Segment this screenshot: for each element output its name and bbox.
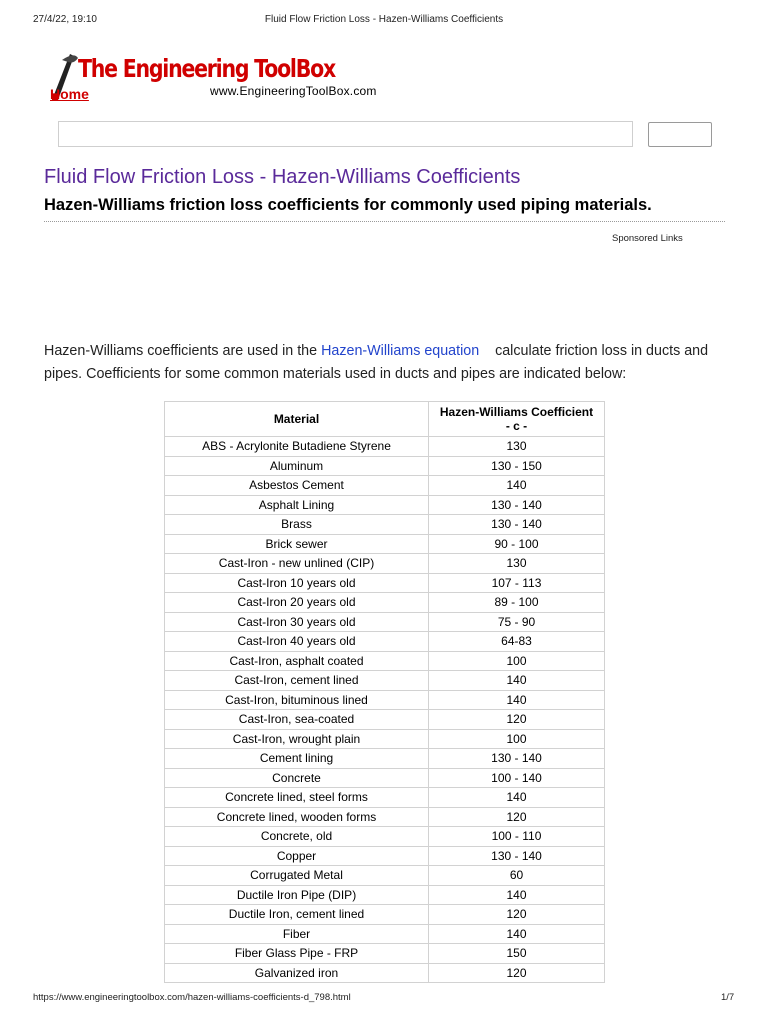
table-row — [165, 905, 605, 925]
table-row — [165, 690, 605, 710]
table-row — [165, 476, 605, 496]
material-cell: Copper — [165, 846, 429, 866]
table-body — [165, 437, 605, 983]
print-header — [0, 14, 768, 28]
home-link[interactable]: Home — [50, 86, 89, 102]
table-row — [165, 515, 605, 535]
table-row — [165, 554, 605, 574]
page-title: Fluid Flow Friction Loss - Hazen-Williams Coefficients — [44, 166, 521, 188]
coefficient-cell: 130 - 140 — [429, 846, 605, 866]
material-cell: Cast-Iron, bituminous lined — [165, 690, 429, 710]
coefficient-cell: 150 — [429, 944, 605, 964]
table-row — [165, 827, 605, 847]
search-button[interactable] — [648, 122, 712, 147]
coefficient-cell: 120 — [429, 710, 605, 730]
material-cell: ABS - Acrylonite Butadiene Styrene — [165, 437, 429, 457]
coefficient-cell: 130 - 150 — [429, 456, 605, 476]
sponsored-links-label: Sponsored Links — [612, 233, 683, 244]
material-cell: Fiber — [165, 924, 429, 944]
coefficient-cell: 100 — [429, 729, 605, 749]
logo-url: www.EngineeringToolBox.com — [210, 84, 377, 98]
table-row — [165, 710, 605, 730]
table-row — [165, 495, 605, 515]
search-input[interactable] — [58, 121, 633, 147]
material-cell: Cast-Iron 30 years old — [165, 612, 429, 632]
material-cell: Ductile Iron, cement lined — [165, 905, 429, 925]
table-row — [165, 924, 605, 944]
table-header-row — [165, 402, 605, 437]
coefficient-cell: 100 - 110 — [429, 827, 605, 847]
material-cell: Cast-Iron, cement lined — [165, 671, 429, 691]
material-cell: Asbestos Cement — [165, 476, 429, 496]
material-cell: Cast-Iron, wrought plain — [165, 729, 429, 749]
coefficient-cell: 120 — [429, 807, 605, 827]
table-row — [165, 456, 605, 476]
coefficient-cell: 130 - 140 — [429, 749, 605, 769]
material-cell: Cast-Iron, asphalt coated — [165, 651, 429, 671]
table-row — [165, 729, 605, 749]
coefficient-cell: 120 — [429, 905, 605, 925]
coefficient-cell: 60 — [429, 866, 605, 886]
page-number: 1/7 — [721, 992, 735, 1003]
table-row — [165, 807, 605, 827]
coefficient-cell: 140 — [429, 671, 605, 691]
material-cell: Cast-Iron 20 years old — [165, 593, 429, 613]
material-cell: Cast-Iron 10 years old — [165, 573, 429, 593]
header-material: Material — [165, 402, 429, 437]
material-cell: Brass — [165, 515, 429, 535]
material-cell: Galvanized iron — [165, 963, 429, 983]
hazen-williams-equation-link[interactable]: Hazen-Williams equation — [321, 343, 480, 359]
material-cell: Concrete — [165, 768, 429, 788]
table-row — [165, 593, 605, 613]
coefficient-cell: 75 - 90 — [429, 612, 605, 632]
print-page-title: Fluid Flow Friction Loss - Hazen-Williams Coefficients — [264, 14, 504, 25]
table-row — [165, 885, 605, 905]
material-cell: Cast-Iron - new unlined (CIP) — [165, 554, 429, 574]
header-coefficient-label: Hazen-Williams Coefficient — [439, 405, 594, 419]
table-row — [165, 866, 605, 886]
coefficient-cell: 140 — [429, 924, 605, 944]
coefficient-cell: 89 - 100 — [429, 593, 605, 613]
coefficient-cell: 64-83 — [429, 632, 605, 652]
table-row — [165, 944, 605, 964]
coefficient-cell: 100 - 140 — [429, 768, 605, 788]
header-coefficient — [429, 402, 605, 437]
table-row — [165, 963, 605, 983]
coefficient-cell: 130 - 140 — [429, 495, 605, 515]
coefficient-cell: 107 - 113 — [429, 573, 605, 593]
coefficient-cell: 100 — [429, 651, 605, 671]
print-datetime: 27/4/22, 19:10 — [33, 14, 97, 25]
table-row — [165, 437, 605, 457]
material-cell: Concrete, old — [165, 827, 429, 847]
material-cell: Concrete lined, steel forms — [165, 788, 429, 808]
material-cell: Corrugated Metal — [165, 866, 429, 886]
coefficient-cell: 140 — [429, 476, 605, 496]
coefficient-cell: 140 — [429, 885, 605, 905]
material-cell: Fiber Glass Pipe - FRP — [165, 944, 429, 964]
material-cell: Cast-Iron 40 years old — [165, 632, 429, 652]
coefficient-cell: 120 — [429, 963, 605, 983]
coefficients-table-wrapper — [164, 401, 605, 983]
logo-title: The Engineering ToolBox — [78, 54, 335, 83]
coefficient-cell: 130 — [429, 437, 605, 457]
coefficient-cell: 140 — [429, 690, 605, 710]
coefficients-table — [164, 401, 605, 983]
material-cell: Cast-Iron, sea-coated — [165, 710, 429, 730]
intro-text-after: calculate friction loss in ducts and pipes. Coefficients for some common materials used in ducts and pipes are indicated below: — [44, 343, 713, 382]
material-cell: Concrete lined, wooden forms — [165, 807, 429, 827]
table-row — [165, 749, 605, 769]
coefficient-cell: 90 - 100 — [429, 534, 605, 554]
table-row — [165, 671, 605, 691]
intro-text-before: Hazen-Williams coefficients are used in the — [44, 343, 322, 359]
page-subtitle: Hazen-Williams friction loss coefficients for commonly used piping materials. — [44, 196, 652, 214]
table-row — [165, 788, 605, 808]
table-row — [165, 573, 605, 593]
material-cell: Cement lining — [165, 749, 429, 769]
divider — [44, 221, 725, 222]
header-coefficient-symbol: - c - — [505, 419, 528, 433]
site-logo[interactable] — [44, 50, 384, 106]
coefficient-cell: 130 — [429, 554, 605, 574]
intro-paragraph — [44, 340, 734, 386]
table-row — [165, 768, 605, 788]
table-row — [165, 534, 605, 554]
table-row — [165, 612, 605, 632]
material-cell: Ductile Iron Pipe (DIP) — [165, 885, 429, 905]
material-cell: Aluminum — [165, 456, 429, 476]
table-row — [165, 632, 605, 652]
table-row — [165, 846, 605, 866]
table-row — [165, 651, 605, 671]
print-url: https://www.engineeringtoolbox.com/hazen-williams-coefficients-d_798.html — [33, 992, 351, 1003]
coefficient-cell: 130 - 140 — [429, 515, 605, 535]
material-cell: Asphalt Lining — [165, 495, 429, 515]
material-cell: Brick sewer — [165, 534, 429, 554]
coefficient-cell: 140 — [429, 788, 605, 808]
